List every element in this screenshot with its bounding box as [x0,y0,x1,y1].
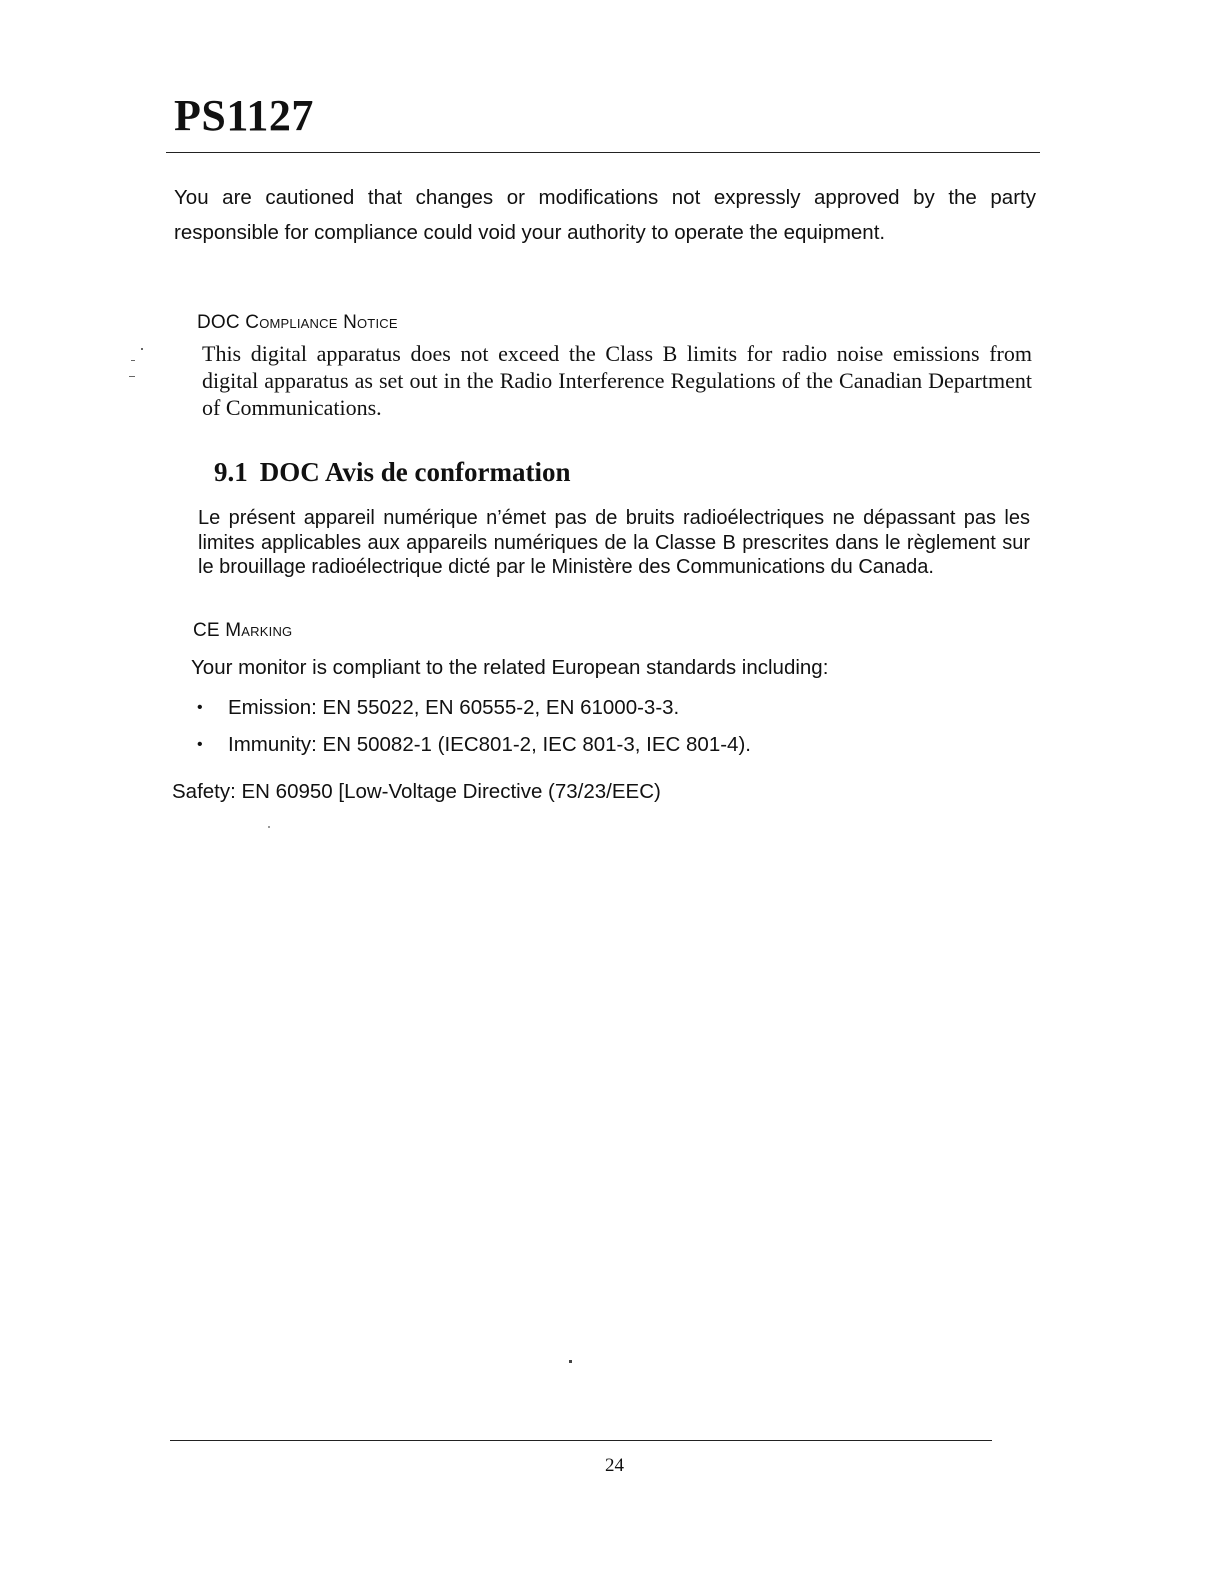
doc-compliance-heading: DOC Compliance Notice [197,312,398,333]
scan-artifact [141,348,143,350]
list-item-text: Emission: EN 55022, EN 60555-2, EN 61000-3-3. [228,696,680,719]
standards-list [195,694,751,768]
ce-intro-paragraph: Your monitor is compliant to the related European standards including: [191,656,829,679]
bullet-icon: • [197,736,203,753]
section-title: DOC Avis de conformation [259,457,571,487]
ce-marking-heading: CE Marking [193,620,293,641]
list-item [195,731,751,768]
page-number: 24 [605,1455,624,1476]
section-heading-9-1 [214,457,571,488]
title-divider [166,152,1040,153]
scan-artifact [131,360,135,361]
caution-paragraph: You are cautioned that changes or modifications not expressly approved by the party responsible for compliance could void your authority to operate the equipment. [174,186,1036,244]
section-number: 9.1 [214,457,248,487]
document-title: PS1127 [174,91,314,140]
french-notice-paragraph: Le présent appareil numérique n’émet pas de bruits radioélectriques ne dépassant pas les limites applicables aux appareils numériques de la Classe B prescrites dans le règlement sur le brouillage radioélectrique dicté par le Ministère des Communications du Canada. [198,507,1030,578]
bullet-icon: • [197,699,203,716]
scan-artifact [129,376,135,377]
list-item-text: Immunity: EN 50082-1 (IEC801-2, IEC 801-3, IEC 801-4). [228,733,751,756]
footer-divider [170,1440,992,1441]
doc-compliance-paragraph: This digital apparatus does not exceed the Class B limits for radio noise emissions from digital apparatus as set out in the Radio Interference Regulations of the Canadian Department of Communications. [202,341,1032,420]
safety-line: Safety: EN 60950 [Low-Voltage Directive (73/23/EEC) [172,780,661,803]
scan-artifact [268,826,270,828]
scan-artifact [569,1360,572,1363]
list-item [195,694,751,731]
